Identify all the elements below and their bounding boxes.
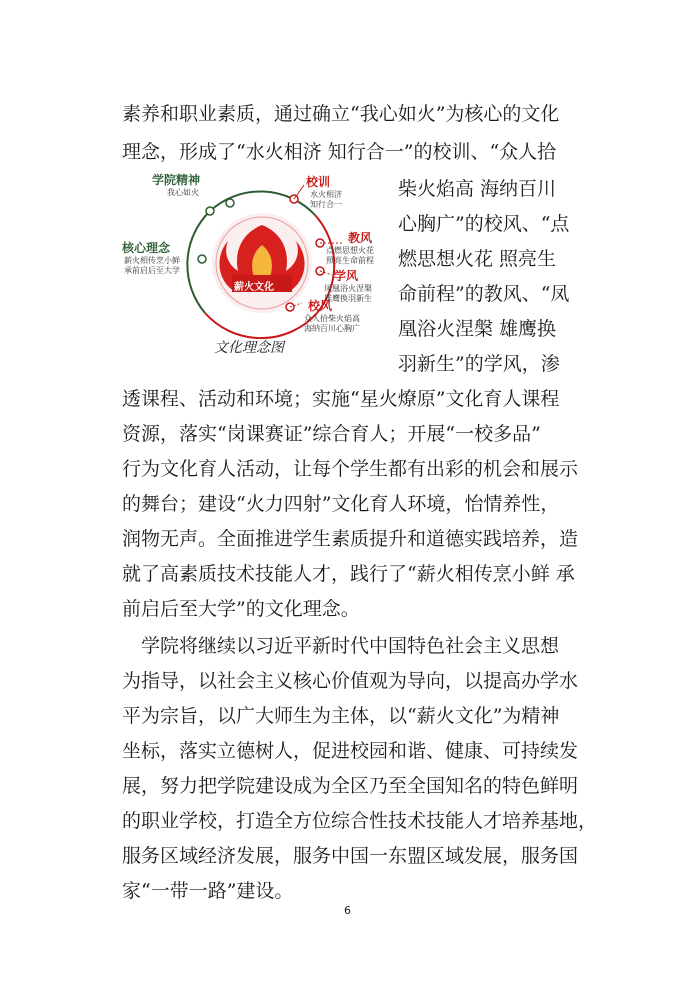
text-line: 平为宗旨，以广大师生为主体，以“薪火文化”为精神 (122, 705, 560, 727)
node-title: 学风 (334, 269, 359, 283)
node-sub: 海纳百川心胸广 (304, 324, 360, 333)
node-title: 学院精神 (152, 173, 201, 187)
text-line: 命前程”的教风、“凤 (398, 283, 570, 305)
text-line: 理念，形成了“水火相济 知行合一”的校训、“众人拾 (122, 141, 557, 163)
node-sub: 薪火相传烹小鲜 (124, 256, 180, 265)
text-line: 家“一带一路”建设。 (122, 880, 294, 902)
text-line: 就了高素质技术技能人才，践行了“薪火相传烹小鲜 承 (122, 563, 575, 585)
text-line: 行为文化育人活动，让每个学生都有出彩的机会和展示 (122, 458, 579, 480)
node-sub: 知行合一 (310, 200, 342, 209)
text-line: 前启后至大学”的文化理念。 (122, 598, 360, 620)
text-line: 资源，落实“岗课赛证”综合育人；开展“一校多品” (122, 423, 541, 445)
page-number: 6 (344, 904, 351, 917)
text-line: 坐标，落实立德树人，促进校园和谐、健康、可持续发 (122, 740, 579, 762)
text-line: 素养和职业素质，通过确立“我心如火”为核心的文化 (122, 103, 560, 125)
text-line: 展，努力把学院建设成为全区乃至全国知名的特色鲜明 (122, 775, 579, 797)
node-sub: 凤凰浴火涅槃 (324, 284, 372, 293)
node-title: 校风 (308, 299, 333, 313)
text-line: 为指导，以社会主义核心价值观为导向，以提高办学水 (122, 670, 579, 692)
node-title: 校训 (306, 175, 331, 189)
text-line: 润物无声。全面推进学生素质提升和道德实践培养，造 (122, 528, 579, 550)
figure-caption: 文化理念图 (214, 340, 284, 356)
text-line: 透课程、活动和环境；实施“星火燎原”文化育人课程 (122, 388, 560, 410)
text-line: 燃思想火花 照亮生 (398, 248, 557, 270)
text-line: 服务区域经济发展，服务中国一东盟区域发展，服务国 (122, 845, 579, 867)
text-line: 的舞台；建设“火力四射”文化育人环境，怡情养性， (122, 493, 560, 515)
node-sub: 点燃思想火花 (326, 246, 374, 255)
node-title: 核心理念 (122, 241, 171, 255)
text-line: 羽新生”的学风，渗 (398, 353, 560, 375)
node-sub: 承前启后至大学 (124, 266, 180, 275)
center-label: 薪火文化 (234, 282, 274, 293)
text-line: 柴火焰高 海纳百川 (398, 178, 557, 200)
node-sub: 众人拾柴火焰高 (304, 314, 360, 323)
text-line: 的职业学校，打造全方位综合性技术技能人才培养基地， (122, 810, 598, 832)
node-title: 教风 (348, 231, 373, 245)
text-line: 凰浴火涅槃 雄鹰换 (398, 318, 557, 340)
node-sub: 照亮生命前程 (326, 256, 374, 265)
text-line: 心胸广”的校风、“点 (398, 213, 570, 235)
text-line: 学院将继续以习近平新时代中国特色社会主义思想 (122, 635, 560, 657)
node-sub: 雄鹰换羽新生 (324, 294, 372, 303)
node-sub: 水火相济 (310, 190, 342, 199)
node-sub: 我心如火 (167, 188, 199, 197)
culture-concept-figure (122, 163, 390, 363)
